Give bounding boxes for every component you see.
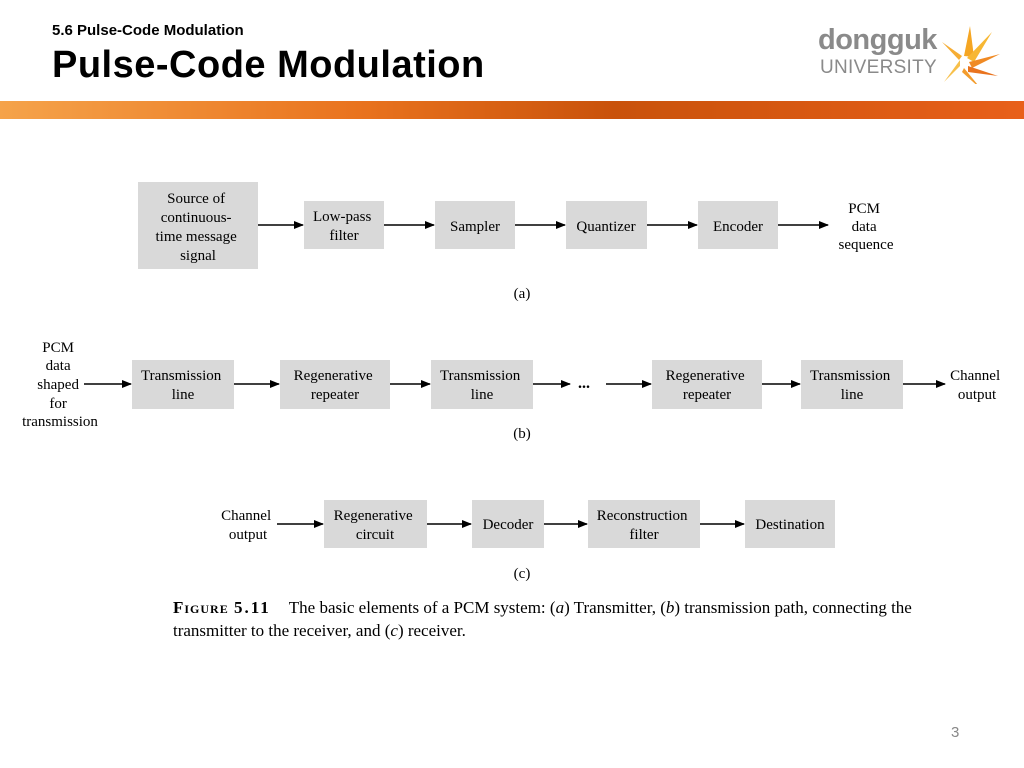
transmitter-diagram — [138, 182, 894, 302]
block-transmission-line-1-text: Transmission line — [140, 368, 222, 403]
transmission-path-diagram — [22, 340, 1004, 442]
block-transmission-line-3-text: Transmission line — [809, 368, 891, 403]
caption-text-4: ) receiver. — [397, 621, 466, 640]
pcm-input-label: PCM data shaped for transmission — [22, 340, 98, 430]
block-decoder-text: Decoder — [482, 517, 534, 533]
block-encoder-text: Encoder — [713, 219, 763, 235]
ellipsis: ... — [578, 375, 590, 392]
caption-text-2: ) Transmitter, ( — [564, 598, 666, 617]
channel-output-label: Channel output — [950, 368, 1001, 403]
caption-c: c — [390, 621, 398, 640]
receiver-diagram — [221, 500, 835, 582]
caption-text-3: ) transmission path, connecting the transmitter to the receiver, and ( — [173, 598, 912, 640]
block-destination-text: Destination — [755, 517, 825, 533]
block-regenerative-repeater-1-text: Regenerative repeater — [293, 368, 373, 403]
figure-caption — [173, 596, 933, 642]
block-lowpass-filter-text: Low-pass filter — [312, 209, 372, 244]
caption-text-1: The basic elements of a PCM system: ( — [288, 598, 556, 617]
diagram-c-label: (c) — [513, 566, 531, 582]
block-reconstruction-filter-text: Reconstruction filter — [596, 508, 688, 543]
page-title: Pulse-Code Modulation — [52, 44, 485, 86]
section-subtitle: 5.6 Pulse-Code Modulation — [52, 22, 244, 39]
channel-input-label: Channel output — [221, 508, 272, 543]
figure-number: 5.11 — [233, 598, 271, 617]
page-number: 3 — [951, 724, 960, 741]
block-sampler-text: Sampler — [450, 219, 500, 235]
logo-wordmark: dongguk — [818, 24, 937, 56]
block-source-text: Source of continuous- time message signal — [155, 191, 237, 264]
diagram-a-label: (a) — [513, 286, 531, 302]
figure-word: Figure — [173, 598, 229, 617]
caption-a: a — [555, 598, 565, 617]
block-transmission-line-2-text: Transmission line — [439, 368, 521, 403]
block-regenerative-circuit-text: Regenerative circuit — [333, 508, 413, 543]
block-quantizer-text: Quantizer — [576, 219, 636, 235]
figure-label — [173, 598, 271, 617]
caption-b: b — [665, 598, 675, 617]
diagram-b-label: (b) — [513, 426, 531, 442]
block-regenerative-repeater-2-text: Regenerative repeater — [665, 368, 745, 403]
logo-university-text: UNIVERSITY — [820, 57, 938, 78]
pcm-output-label: PCM data sequence — [838, 201, 894, 253]
